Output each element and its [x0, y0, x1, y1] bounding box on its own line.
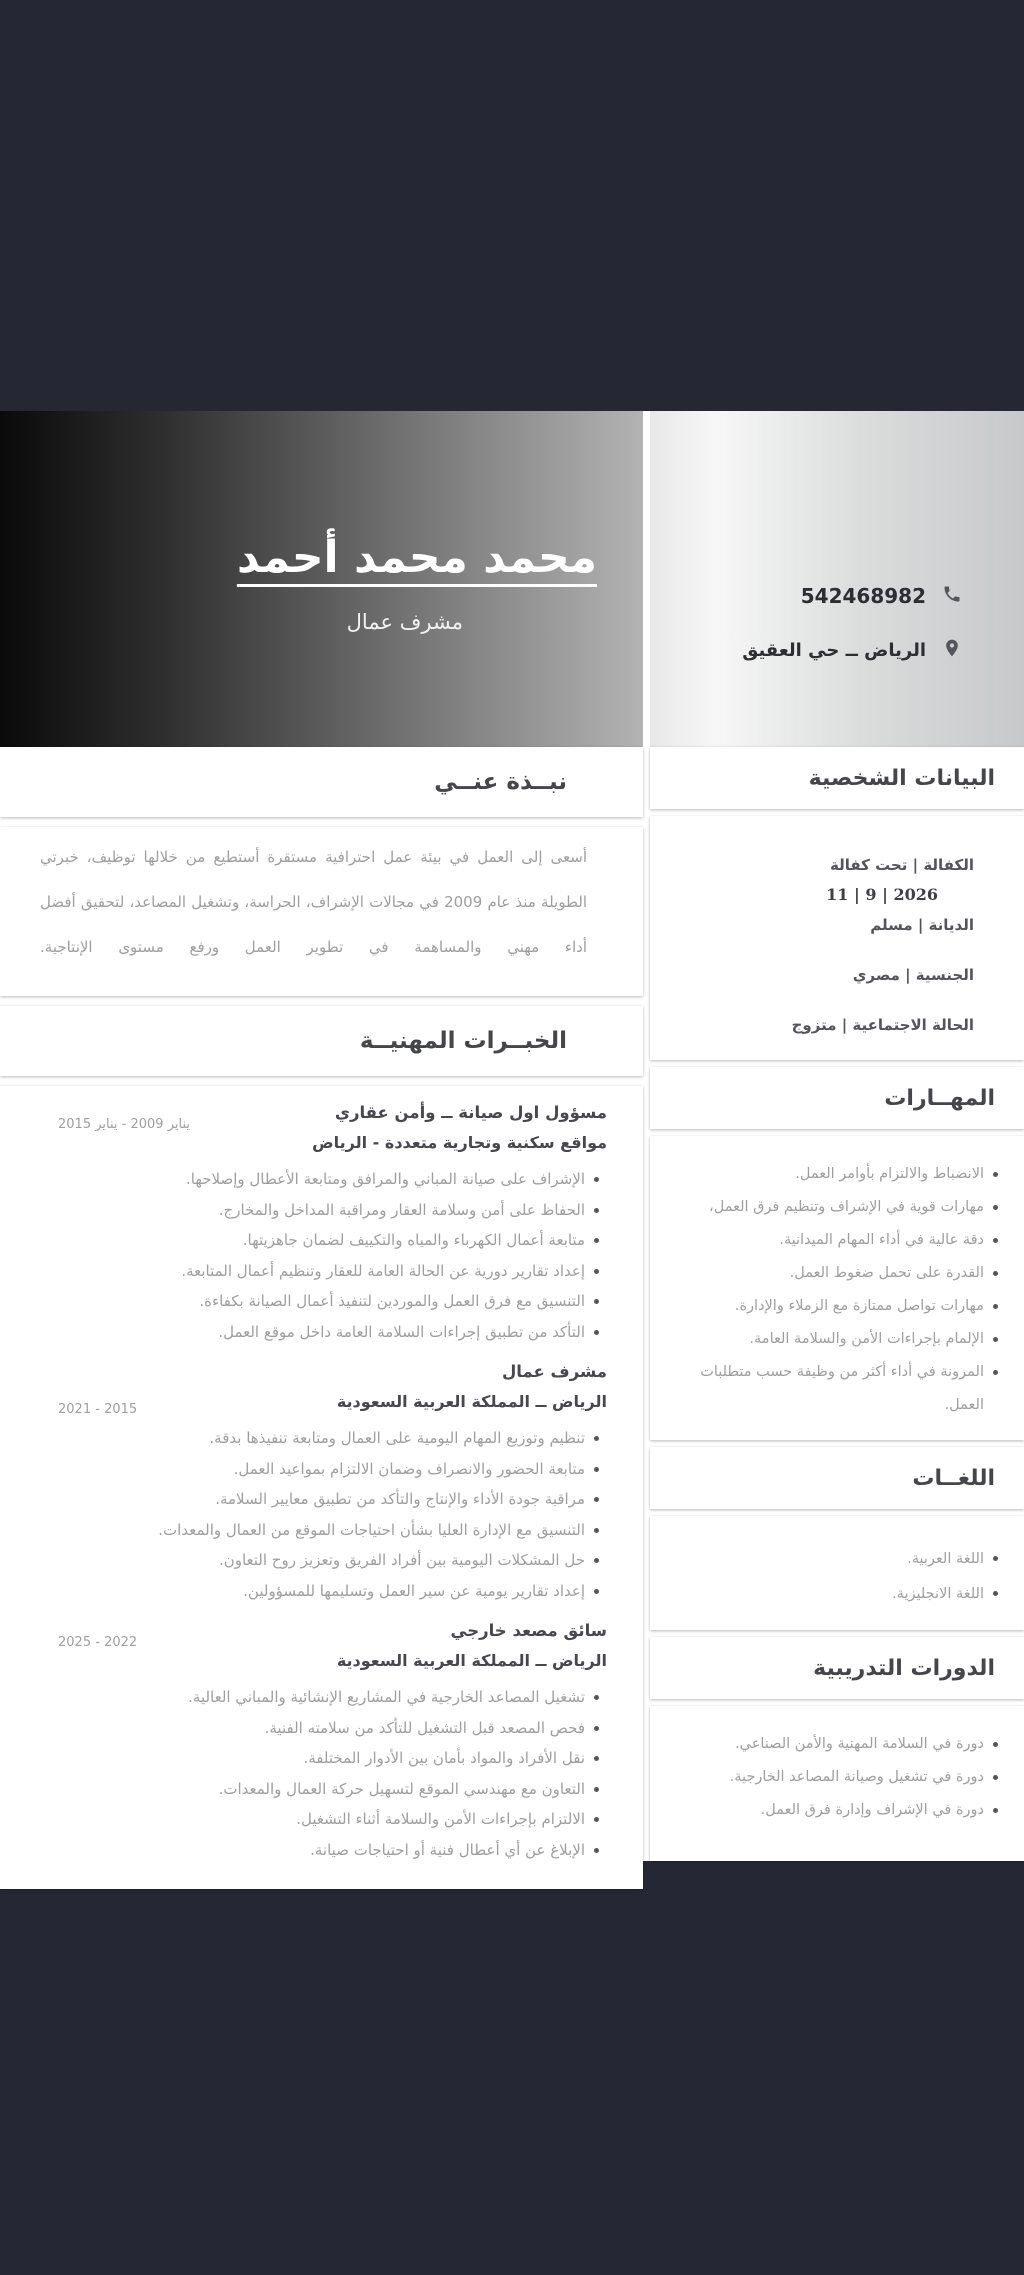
job-entry-1 — [18, 1100, 607, 1347]
section-header-experience — [0, 1006, 643, 1076]
job-entry-2 — [18, 1359, 607, 1606]
bullet-item: نقل الأفراد والمواد بأمان بين الأدوار المختلفة. — [18, 1743, 585, 1774]
bullet-item: التعاون مع مهندسي الموقع لتسهيل حركة العمال والمعدات. — [18, 1774, 585, 1805]
pin-icon — [942, 638, 962, 662]
bullet-item: دورة في تشغيل وصيانة المصاعد الخارجية. — [664, 1761, 984, 1794]
bullet-item: إعداد تقارير يومية عن سير العمل وتسليمها للمسؤولين. — [18, 1576, 585, 1607]
bullet-item: دورة في السلامة المهنية والأمن الصناعي. — [664, 1728, 984, 1761]
job-bullets — [18, 1164, 607, 1347]
phone-number: 542468982 — [800, 584, 926, 608]
bullet-item: الالتزام بإجراءات الأمن والسلامة أثناء التشغيل. — [18, 1804, 585, 1835]
section-header-about — [0, 747, 643, 817]
bullet-item: دورة في الإشراف وإدارة فرق العمل. — [664, 1794, 984, 1827]
skills-card — [650, 1136, 1024, 1440]
personal-row-nationality: الجنسية | مصري — [852, 966, 974, 984]
job-title: مشرف عمال — [501, 1362, 607, 1381]
bullet-item: فحص المصعد قبل التشغيل للتأكد من سلامته الفنية. — [18, 1713, 585, 1744]
bullet-item: التنسيق مع فرق العمل والموردين لتنفيذ أعمال الصيانة بكفاءة. — [18, 1286, 585, 1317]
job-entry-3 — [18, 1618, 607, 1865]
bullet-item: الحفاظ على أمن وسلامة العقار ومراقبة المداخل والمخارج. — [18, 1195, 585, 1226]
section-header-courses — [650, 1637, 1024, 1699]
job-location: مواقع سكنية وتجارية متعددة - الرياض — [312, 1133, 607, 1152]
languages-card — [650, 1516, 1024, 1630]
bullet-item: تنظيم وتوزيع المهام اليومية على العمال ومتابعة تنفيذها بدقة. — [18, 1423, 585, 1454]
bullet-item: اللغة الانجليزية. — [664, 1577, 984, 1612]
section-header-personal — [650, 747, 1024, 809]
bullet-item: التنسيق مع الإدارة العليا بشأن احتياجات الموقع من العمال والمعدات. — [18, 1515, 585, 1546]
job-date: 2022 - 2025 — [58, 1635, 138, 1650]
bullet-item: حل المشكلات اليومية بين أفراد الفريق وتعزيز روح التعاون. — [18, 1545, 585, 1576]
bullet-item: اللغة العربية. — [664, 1542, 984, 1577]
bullet-item: تشغيل المصاعد الخارجية في المشاريع الإنشائية والمباني العالية. — [18, 1682, 585, 1713]
contact-phone-row — [660, 581, 962, 611]
sidebar-header-band — [650, 411, 1024, 747]
job-bullets — [18, 1423, 607, 1606]
bullet-item: المرونة في أداء أكثر من وظيفة حسب متطلبات العمل. — [664, 1356, 984, 1422]
experience-section-title: الخبــرات المهنيــة — [359, 1028, 567, 1054]
phone-icon — [942, 584, 962, 608]
job-bullets — [18, 1682, 607, 1865]
section-header-languages — [650, 1447, 1024, 1509]
personal-section-title: البيانات الشخصية — [808, 765, 995, 791]
person-job-title: مشرف عمال — [346, 610, 463, 635]
resume-page — [0, 411, 1024, 1861]
bullet-item: متابعة الحضور والانصراف وضمان الالتزام بمواعيد العمل. — [18, 1454, 585, 1485]
location-text: الرياض ــ حي العقيق — [742, 639, 926, 661]
personal-row-religion: الديانة | مسلم — [870, 916, 974, 934]
bullet-item: التأكد من تطبيق إجراءات السلامة العامة داخل موقع العمل. — [18, 1317, 585, 1348]
bullet-item: الإشراف على صيانة المباني والمرافق ومتابعة الأعطال وإصلاحها. — [18, 1164, 585, 1195]
bullet-item: القدرة على تحمل ضغوط العمل. — [664, 1257, 984, 1290]
bullet-item: الانضباط والالتزام بأوامر العمل. — [664, 1158, 984, 1191]
bullet-item: الإلمام بإجراءات الأمن والسلامة العامة. — [664, 1323, 984, 1356]
about-section-title: نبــذة عنــي — [434, 769, 567, 795]
job-title: مسؤول اول صيانة ــ وأمن عقاري — [334, 1103, 607, 1122]
hero-band — [0, 411, 643, 747]
job-location: الرياض ــ المملكة العربية السعودية — [336, 1392, 607, 1411]
about-text: أسعى إلى العمل في بيئة عمل احترافية مستقرة أستطيع من خلالها توظيف، خبرتي الطويلة منذ عام 2009 في مجالات الإشراف، الحراسة، وتشغيل المصاعد، لتحقيق أفضل أداء مهني والمساهمة في تطوير العمل ورفع مستوى الإنتاجية. — [40, 848, 587, 956]
main-column — [0, 411, 643, 1861]
bullet-item: الإبلاغ عن أي أعطال فنية أو احتياجات صيانة. — [18, 1835, 585, 1866]
bullet-item: إعداد تقارير دورية عن الحالة العامة للعقار وتنظيم أعمال المتابعة. — [18, 1256, 585, 1287]
personal-row-sponsorship: الكفالة | تحت كفالة — [829, 856, 974, 874]
courses-list — [664, 1728, 1004, 1827]
job-title: سائق مصعد خارجي — [450, 1621, 607, 1640]
courses-section-title: الدورات التدريبية — [813, 1655, 995, 1681]
personal-data-card — [650, 816, 1024, 1060]
job-location: الرياض ــ المملكة العربية السعودية — [336, 1651, 607, 1670]
contact-location-row — [660, 635, 962, 665]
experience-card — [0, 1086, 643, 1889]
personal-row-sponsorship-date: 11 | 9 | 2026 — [826, 885, 938, 904]
skills-section-title: المهــارات — [884, 1085, 995, 1111]
courses-card — [650, 1706, 1024, 1861]
languages-section-title: اللغــات — [912, 1465, 995, 1491]
bullet-item: دقة عالية في أداء المهام الميدانية. — [664, 1224, 984, 1257]
job-date: 2015 - 2021 — [58, 1402, 138, 1417]
job-date: يناير 2009 - يناير 2015 — [58, 1117, 191, 1132]
bullet-item: مهارات قوية في الإشراف وتنظيم فرق العمل، — [664, 1191, 984, 1224]
section-header-skills — [650, 1067, 1024, 1129]
bullet-item: متابعة أعمال الكهرباء والمياه والتكييف لضمان جاهزيتها. — [18, 1225, 585, 1256]
sidebar-column — [650, 411, 1024, 1861]
skills-list — [664, 1158, 1004, 1422]
person-name: محمد محمد أحمد — [236, 532, 597, 583]
bullet-item: مراقبة جودة الأداء والإنتاج والتأكد من تطبيق معايير السلامة. — [18, 1484, 585, 1515]
personal-row-marital-status: الحالة الاجتماعية | متزوج — [791, 1016, 974, 1034]
languages-list — [664, 1542, 1004, 1612]
about-card — [0, 827, 643, 996]
bullet-item: مهارات تواصل ممتازة مع الزملاء والإدارة. — [664, 1290, 984, 1323]
